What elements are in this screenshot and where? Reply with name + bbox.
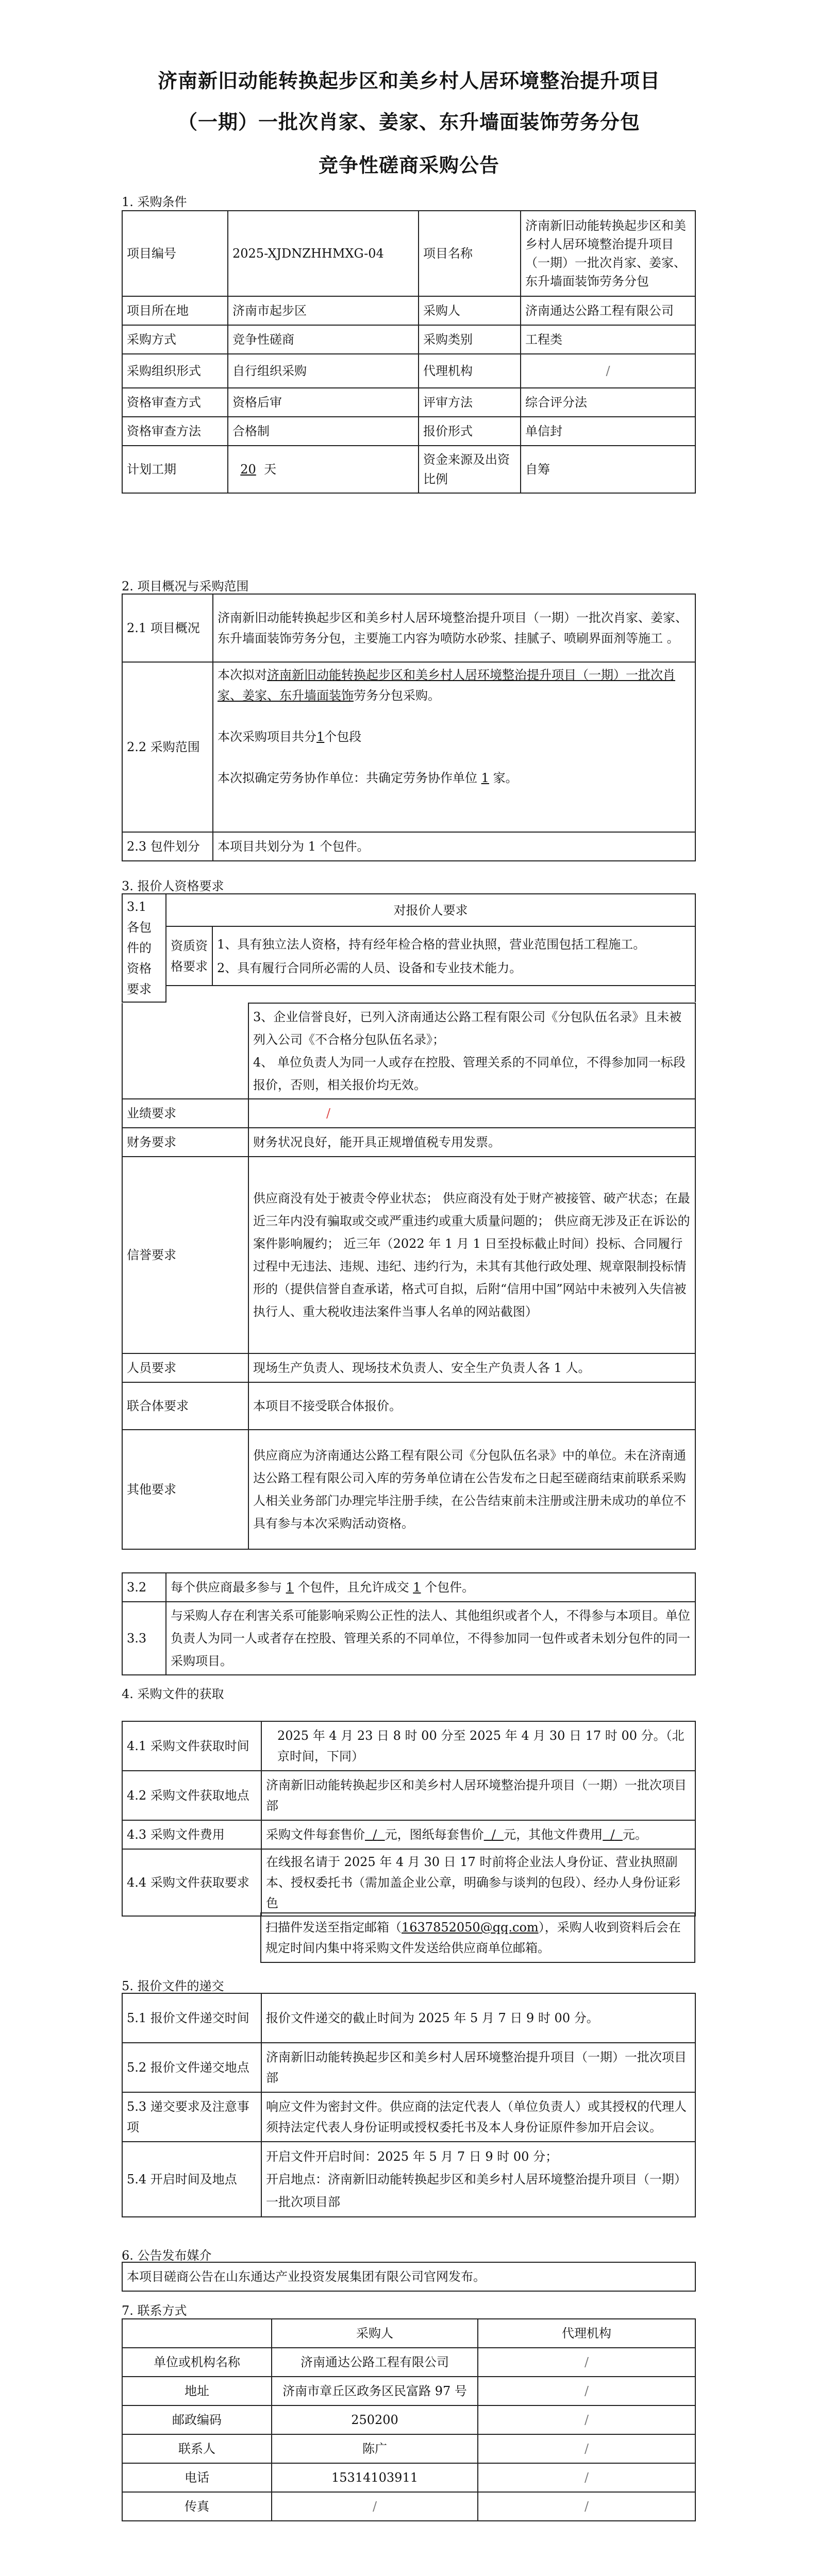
table-row <box>122 354 695 388</box>
value-funding: 自筹 <box>521 446 695 493</box>
section-7-heading: 7. 联系方式 <box>122 2303 187 2318</box>
label-project-name: 项目名称 <box>419 211 521 296</box>
label-4-4: 4.4 采购文件获取要求 <box>122 1849 261 1916</box>
value-3-2: 每个供应商最多参与 1 个包件，且允许成交 1 个包件。 <box>166 1573 695 1602</box>
label-3-3: 3.3 <box>122 1602 166 1675</box>
value-scope <box>213 662 695 832</box>
value-quote-form: 单信封 <box>521 417 695 446</box>
contact-col-purchaser: 采购人 <box>272 2319 478 2348</box>
label-agency: 代理机构 <box>419 354 521 388</box>
table-row <box>122 1099 695 1128</box>
section-1-heading: 1. 采购条件 <box>122 195 187 209</box>
qualification-item-4: 4、 单位负责人为同一人或存在控股、管理关系的不同单位，不得参加同一标段报价，否则，相关报价均无效。 <box>253 1055 686 1092</box>
value-other: 供应商应为济南通达公路工程有限公司《分包队伍名录》中的单位。未在济南通达公路工程有限公司入库的劳务单位请在公告发布之日起至磋商结束前联系采购人相关业务部门办理完毕注册手续，在公告结束前未注册或注册未成功的单位不具有参与本次采购活动资格。 <box>248 1430 695 1549</box>
value-project-number: 2025-XJDNZHHMXG-04 <box>228 211 419 296</box>
table-row <box>122 1602 695 1675</box>
value-4-4-cont: 扫描件发送至指定邮箱（1637852050@qq.com），采购人收到资料后会在规定时间内集中将采购文件发送给供应商单位邮箱。 <box>261 1913 695 1962</box>
value-staff: 现场生产负责人、现场技术负责人、安全生产负责人各 1 人。 <box>248 1353 695 1382</box>
table-row <box>122 594 695 662</box>
value-duration <box>228 446 419 493</box>
duration-days: 20 <box>240 462 256 477</box>
table-row <box>122 1573 695 1602</box>
table-row <box>122 1382 695 1430</box>
section-6-heading: 6. 公告发布媒介 <box>122 2248 212 2263</box>
purchaser-fax: / <box>272 2492 478 2521</box>
value-qualification-cont <box>248 1003 695 1099</box>
value-4-3: 采购文件每套售价 / 元，图纸每套售价 / 元，其他文件费用 / 元。 <box>261 1820 695 1849</box>
label-org-name: 单位或机构名称 <box>122 2348 272 2377</box>
purchaser-postcode: 250200 <box>272 2405 478 2434</box>
purchaser-org-name: 济南通达公路工程有限公司 <box>272 2348 478 2377</box>
label-quote-form: 报价形式 <box>419 417 521 446</box>
label-project-number: 项目编号 <box>122 211 228 296</box>
table-row <box>122 2434 695 2463</box>
label-5-2: 5.2 报价文件递交地点 <box>122 2043 261 2092</box>
label-finance: 财务要求 <box>122 1128 248 1157</box>
table-row <box>122 986 695 1002</box>
value-5-2: 济南新旧动能转换起步区和美乡村人居环境整治提升项目（一期）一批次项目部 <box>261 2043 695 2092</box>
scope-line-1: 本次拟对济南新旧动能转换起步区和美乡村人居环境整治提升项目（一期）一批次肖家、姜家、东升墙面装饰劳务分包采购。 <box>218 668 675 703</box>
label-qualification: 资质资格要求 <box>166 926 212 986</box>
label-funding: 资金来源及出资比例 <box>419 446 521 493</box>
agency-phone: / <box>478 2463 695 2492</box>
table-row <box>122 2348 695 2377</box>
table-row <box>122 325 695 354</box>
publication-media: 本项目磋商公告在山东通达产业投资发展集团有限公司官网发布。 <box>122 2262 695 2291</box>
value-5-1: 报价文件递交的截止时间为 2025 年 5 月 7 日 9 时 00 分。 <box>261 1993 695 2043</box>
qualification-extra-table <box>122 1572 696 1675</box>
label-staff: 人员要求 <box>122 1353 248 1382</box>
label-package-qualification: 3.1 各包件的资格要求 <box>122 894 166 1002</box>
label-organization: 采购组织形式 <box>122 354 228 388</box>
label-5-3: 5.3 递交要求及注意事项 <box>122 2092 261 2142</box>
table-row <box>122 1128 695 1157</box>
table-row <box>122 832 695 861</box>
label-5-1: 5.1 报价文件递交时间 <box>122 1993 261 2043</box>
value-4-1: 2025 年 4 月 23 日 8 时 00 分至 2025 年 4 月 30 日 17 时 00 分。（北京时间，下同） <box>261 1721 695 1771</box>
document-acquisition-cont-table <box>122 1912 695 1963</box>
scope-line-2: 本次采购项目共分1个包段 <box>218 730 362 744</box>
table-row <box>122 2092 695 2142</box>
table-row <box>122 1430 695 1549</box>
value-category: 工程类 <box>521 325 695 354</box>
label-address: 地址 <box>122 2377 272 2405</box>
qualification-item-1: 1、具有独立法人资格，持有经年检合格的营业执照，营业范围包括工程施工。 <box>217 937 646 952</box>
table-row <box>122 1157 695 1353</box>
section-2-heading: 2. 项目概况与采购范围 <box>122 579 249 594</box>
table-row <box>122 2043 695 2092</box>
duration-unit: 天 <box>264 462 277 477</box>
email-link[interactable]: 1637852050@qq.com <box>402 1920 539 1935</box>
table-row <box>122 1353 695 1382</box>
table-row <box>122 926 695 986</box>
agency-address: / <box>478 2377 695 2405</box>
value-overview: 济南新旧动能转换起步区和美乡村人居环境整治提升项目（一期）一批次肖家、姜家、东升墙面装饰劳务分包，主要施工内容为喷防水砂浆、挂腻子、喷刷界面剂等施工 。 <box>213 594 695 662</box>
table-row <box>122 1721 695 1771</box>
label-method: 采购方式 <box>122 325 228 354</box>
table-row <box>122 894 695 926</box>
label-scope: 2.2 采购范围 <box>122 662 213 832</box>
contact-table <box>122 2318 696 2521</box>
table-row <box>122 2492 695 2521</box>
value-performance: / <box>248 1099 695 1128</box>
value-credit: 供应商没有处于被责令停业状态； 供应商没有处于财产被接管、破产状态；在最近三年内没有骗取或交或严重违约或重大质量问题的； 供应商无涉及正在诉讼的案件影响履约； 近三年（2022 年 1 月 1 日至投标截止时间）投标、合同履行过程中无违法、违规、违纪、违约行为，未其有其他行政处理、规章限制投标情形的（提供信誉自查承诺，格式可自拟，后附“信用中国”网站中未被列入失信被执行人、重大税收违法案件当事人名单的网站截图） <box>248 1157 695 1353</box>
table-row <box>122 388 695 417</box>
table-row <box>122 662 695 832</box>
agency-contact-person: / <box>478 2434 695 2463</box>
agency-org-name: / <box>478 2348 695 2377</box>
table-row <box>122 2262 695 2291</box>
qualification-table <box>122 893 696 1003</box>
purchaser-phone: 15314103911 <box>272 2463 478 2492</box>
table-row <box>122 417 695 446</box>
title-line-2: （一期）一批次肖家、姜家、东升墙面装饰劳务分包 <box>177 110 640 133</box>
table-row <box>122 2377 695 2405</box>
label-overview: 2.1 项目概况 <box>122 594 213 662</box>
section-5-heading: 5. 报价文件的递交 <box>122 1979 224 1993</box>
requirements-header: 对报价人要求 <box>166 894 695 926</box>
value-qualification <box>212 926 695 986</box>
opening-time: 开启文件开启时间：2025 年 5 月 7 日 9 时 00 分； <box>266 2149 558 2164</box>
value-review-mode: 资格后审 <box>228 388 419 417</box>
label-4-3: 4.3 采购文件费用 <box>122 1820 261 1849</box>
label-union: 联合体要求 <box>122 1382 248 1430</box>
agency-fax: / <box>478 2492 695 2521</box>
document-acquisition-table <box>122 1721 696 1917</box>
table-row <box>122 1993 695 2043</box>
value-union: 本项目不接受联合体报价。 <box>248 1382 695 1430</box>
label-credit: 信誉要求 <box>122 1157 248 1353</box>
value-3-3: 与采购人存在利害关系可能影响采购公正性的法人、其他组织或者个人，不得参与本项目。单位负责人为同一人或者存在控股、管理关系的不同单位，不得参加同一包件或者未划分包件的同一采购项目。 <box>166 1602 695 1675</box>
table-row <box>122 1003 695 1099</box>
value-4-2: 济南新旧动能转换起步区和美乡村人居环境整治提升项目（一期）一批次项目部 <box>261 1771 695 1820</box>
value-5-4 <box>261 2142 695 2217</box>
table-row <box>122 2405 695 2434</box>
label-phone: 电话 <box>122 2463 272 2492</box>
value-evaluation: 综合评分法 <box>521 388 695 417</box>
title-line-1: 济南新旧动能转换起步区和美乡村人居环境整治提升项目 <box>157 69 660 92</box>
label-4-1: 4.1 采购文件获取时间 <box>122 1721 261 1771</box>
procurement-conditions-table <box>122 210 696 494</box>
value-5-3: 响应文件为密封文件。供应商的法定代表人（单位负责人）或其授权的代理人须持法定代表人身份证明或授权委托书及本人身份证原件参加开启会议。 <box>261 2092 695 2142</box>
table-row <box>122 1849 695 1916</box>
table-row <box>122 2463 695 2492</box>
table-row <box>122 211 695 296</box>
label-fax: 传真 <box>122 2492 272 2521</box>
qualification-detail-table <box>122 1003 696 1550</box>
label-5-4: 5.4 开启时间及地点 <box>122 2142 261 2217</box>
table-row <box>122 1820 695 1849</box>
qualification-item-2: 2、具有履行合同所必需的人员、设备和专业技术能力。 <box>217 960 522 975</box>
label-evaluation: 评审方法 <box>419 388 521 417</box>
label-performance: 业绩要求 <box>122 1099 248 1128</box>
label-4-2: 4.2 采购文件获取地点 <box>122 1771 261 1820</box>
value-organization: 自行组织采购 <box>228 354 419 388</box>
project-overview-table <box>122 594 696 861</box>
value-4-4: 在线报名请于 2025 年 4 月 30 日 17 时前将企业法人身份证、营业执照副本、授权委托书（需加盖企业公章，明确参与谈判的包段）、经办人身份证彩色 <box>261 1849 695 1916</box>
submission-table <box>122 1993 696 2217</box>
value-finance: 财务状况良好，能开具正规增值税专用发票。 <box>248 1128 695 1157</box>
value-agency: / <box>521 354 695 388</box>
table-row <box>122 296 695 325</box>
value-project-name: 济南新旧动能转换起步区和美乡村人居环境整治提升项目（一期）一批次肖家、姜家、东升墙面装饰劳务分包 <box>521 211 695 296</box>
label-purchaser: 采购人 <box>419 296 521 325</box>
value-review-method: 合格制 <box>228 417 419 446</box>
label-postcode: 邮政编码 <box>122 2405 272 2434</box>
table-row <box>122 1771 695 1820</box>
label-review-method: 资格审查方法 <box>122 417 228 446</box>
section-3-heading: 3. 报价人资格要求 <box>122 879 224 893</box>
label-packages: 2.3 包件划分 <box>122 832 213 861</box>
label-category: 采购类别 <box>419 325 521 354</box>
value-purchaser: 济南通达公路工程有限公司 <box>521 296 695 325</box>
label-other: 其他要求 <box>122 1430 248 1549</box>
opening-location: 开启地点：济南新旧动能转换起步区和美乡村人居环境整治提升项目（一期）一批次项目部 <box>266 2172 687 2209</box>
section-4-heading: 4. 采购文件的获取 <box>122 1687 224 1701</box>
table-row <box>122 446 695 493</box>
label-duration: 计划工期 <box>122 446 228 493</box>
qualification-item-3: 3、企业信誉良好，已列入济南通达公路工程有限公司《分包队伍名录》且未被列入公司《不合格分包队伍名录》； <box>253 1010 682 1047</box>
contact-col-agency: 代理机构 <box>478 2319 695 2348</box>
table-row <box>122 1913 695 1962</box>
value-location: 济南市起步区 <box>228 296 419 325</box>
scope-line-3: 本次拟确定劳务协作单位：共确定劳务协作单位 1 家。 <box>218 771 518 785</box>
label-review-mode: 资格审查方式 <box>122 388 228 417</box>
label-3-2: 3.2 <box>122 1573 166 1602</box>
label-location: 项目所在地 <box>122 296 228 325</box>
table-row <box>122 2319 695 2348</box>
agency-postcode: / <box>478 2405 695 2434</box>
value-packages: 本项目共划分为 1 个包件。 <box>213 832 695 861</box>
table-row <box>122 2142 695 2217</box>
value-method: 竞争性磋商 <box>228 325 419 354</box>
purchaser-contact-person: 陈广 <box>272 2434 478 2463</box>
label-contact-person: 联系人 <box>122 2434 272 2463</box>
purchaser-address: 济南市章丘区政务区民富路 97 号 <box>272 2377 478 2405</box>
title-line-3: 竞争性磋商采购公告 <box>318 154 499 177</box>
publication-table <box>122 2262 696 2292</box>
